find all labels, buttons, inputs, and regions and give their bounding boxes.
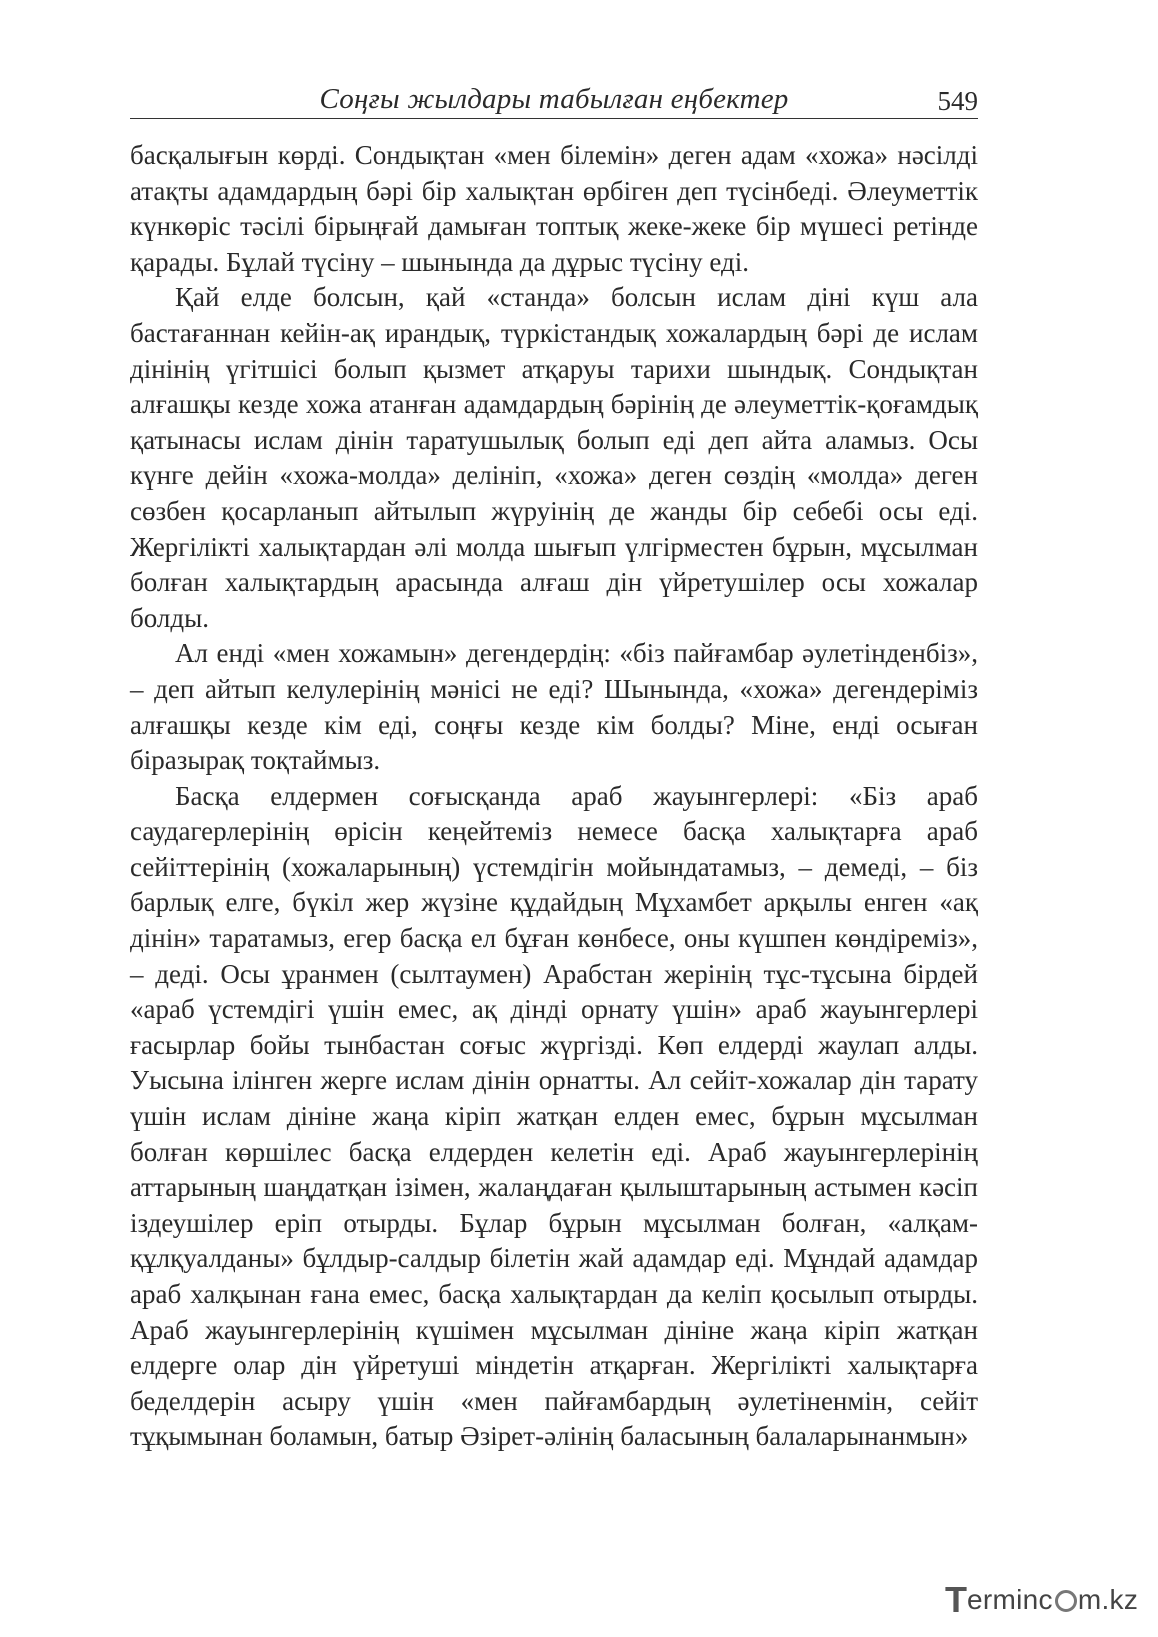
site-watermark bbox=[945, 1578, 1145, 1622]
paragraph-2: Қай елде болсын, қай «станда» болсын ислам діні күш ала бастағаннан кейін-ақ ирандық, түркістандық хожалардың бәрі де ислам дінінің үгітшісі болып қызмет атқаруы тарихи шындық. Сондықтан алғашқы кезде хожа атанған адамдардың бәрінің де әлеуметтік-қоғамдық қатынасы ислам дінін таратушылық болып еді деп айта аламыз. Осы күнге дейін «хожа-молда» делініп, «хожа» деген сөздің «молда» деген сөзбен қосарланып айтылып жүруінің де жанды бір себебі осы еді. Жергілікті халықтардан әлі молда шығып үлгірместен бұрын, мұсылман болған халықтардың арасында алғаш дін үйретушілер осы хожалар болды. bbox=[130, 282, 978, 633]
running-title: Соңғы жылдары табылған еңбектер bbox=[319, 83, 789, 115]
paragraph-1: басқалығын көрді. Сондықтан «мен білемін» деген адам «хожа» нәсілді атақты адамдардың бәрі бір халықтан өрбіген деп түсінбеді. Әлеуметтік күнкөріс тәсілі бірыңғай дамыған топтық жеке-жеке бір мүшесі ретінде қарады. Бұлай түсіну – шынында да дұрыс түсіну еді. bbox=[130, 140, 978, 277]
watermark-text-part2: m.kz bbox=[1077, 1584, 1139, 1615]
running-header bbox=[130, 80, 978, 119]
body-text bbox=[130, 138, 978, 1455]
paragraph-4: Басқа елдермен соғысқанда араб жауынгерлері: «Біз араб саудагерлерінің өрісін кеңейтеміз немесе басқа халықтарға араб сейіттерінің (хожаларының) үстемдігін мойындатамыз, – демеді, – біз барлық елге, бүкіл жер жүзіне құдайдың Мұхамбет арқылы енген «ақ дінін» таратамыз, егер басқа ел бұған көнбесе, оны күшпен көндіреміз», – деді. Осы ұранмен (сылтаумен) Арабстан жерінің тұс-тұсына бірдей «араб үстемдігі үшін емес, ақ дінді орнату үшін» араб жауынгерлері ғасырлар бойы тынбастан соғыс жүргізді. Көп елдерді жаулап алды. Уысына ілінген жерге ислам дінін орнатты. Ал сейіт-хожалар дін тарату үшін ислам дініне жаңа кіріп жатқан елден емес, бұрын мұсылман болған көршілес басқа елдерден келетін еді. Араб жауынгерлерінің аттарының шаңдатқан ізімен, жалаңдаған қылыштарының астымен кәсіп іздеушілер еріп отырды. Бұлар бұрын мұсылман болған, «алқам-құлқуалданы» бұлдыр-салдыр білетін жай адамдар еді. Мұндай адамдар араб халқынан ғана емес, басқа халықтардан да келіп қосылып отырды. Араб жауынгерлерінің күшімен мұсылман дініне жаңа кіріп жатқан елдерге олар дін үйретуші міндетін атқарған. Жергілікті халықтарға беделдерін асыру үшін «мен пайғамбардың әулетіненмін, сейіт тұқымынан боламын, батыр Әзірет-әлінің баласының балаларынанмын» bbox=[130, 780, 978, 1452]
page-number: 549 bbox=[937, 86, 978, 116]
watermark-lead-letter: T bbox=[945, 1579, 967, 1620]
paragraph-3: Ал енді «мен хожамын» дегендердің: «біз пайғамбар әулетінденбіз», – деп айтып келулерінің мәнісі не еді? Шынында, «хожа» дегендеріміз алғашқы кезде кім еді, соңғы кезде кім болды? Міне, енді осыған біразырақ тоқтаймыз. bbox=[130, 638, 978, 776]
watermark-text-part1: erminc bbox=[967, 1584, 1053, 1615]
magnifier-icon bbox=[1055, 1590, 1077, 1612]
